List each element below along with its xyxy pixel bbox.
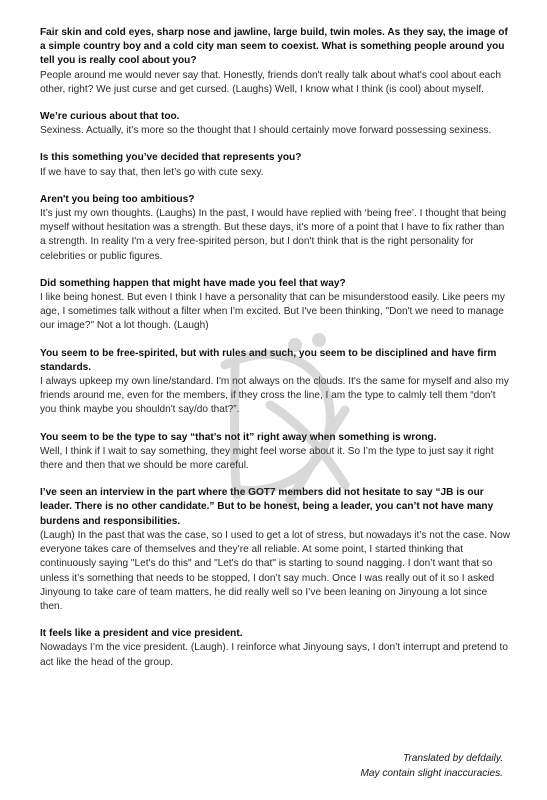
answer: Well, I think if I wait to say something, they might feel worse about it. So I’m the type to just say it right there and then that we should be more careful. <box>40 445 494 472</box>
question: Did something happen that might have made you feel that way? <box>40 277 346 289</box>
qa-block-8 <box>40 486 510 614</box>
qa-block-1 <box>40 26 510 97</box>
question: You seem to be free-spirited, but with rules and such, you seem to be disciplined and have firm standards. <box>40 347 497 373</box>
answer: (Laugh) In the past that was the case, so I used to get a lot of stress, but nowadays it’s not the case. Now everyone takes care of themselves and they’re all reliable. At some point, I started thinking that continuously saying "Let's do this" and "Let's do that" is starting to sound nagging. I don’t want that so unless it’s something that needs to be stopped, I don’t say much. Once I was really out of it so I asked Jinyoung to take care of team matters, he did really well so I’ve been leaning on Jinyoung a lot since then. <box>40 529 510 612</box>
answer: Sexiness. Actually, it’s more so the thought that I should certainly move forward possessing sexiness. <box>40 125 492 137</box>
translation-credit <box>360 751 503 781</box>
answer: People around me would never say that. Honestly, friends don't really talk about what's cool about each other, right? We just curse and get cursed. (Laughs) Well, I know what I think (is cool) about myself. <box>40 69 501 95</box>
disclaimer-line: May contain slight inaccuracies. <box>360 768 503 779</box>
qa-block-9 <box>40 627 510 670</box>
question: Is this something you’ve decided that represents you? <box>40 152 302 164</box>
qa-block-7 <box>40 431 510 474</box>
question: It feels like a president and vice president. <box>40 628 243 640</box>
question: Fair skin and cold eyes, sharp nose and jawline, large build, twin moles. As they say, the image of a simple country boy and a cold city man seem to coexist. What is something people around you tell you is really cool about you? <box>40 27 508 67</box>
answer: Nowadays I’m the vice president. (Laugh). I reinforce what Jinyoung says, I don’t interrupt and pretend to act like the head of the group. <box>40 642 508 668</box>
qa-block-3 <box>40 151 510 179</box>
answer: I like being honest. But even I think I have a personality that can be misunderstood easily. Like peers my age, I sometimes talk without a filter when I'm excited. But I've been thinking, "Don't we need to manage our image?" Not a lot though. (Laugh) <box>40 292 505 332</box>
qa-block-6 <box>40 347 510 418</box>
answer: I always upkeep my own line/standard. I'm not always on the clouds. It's the same for myself and also my friends around me, even for the members, if they cross the line, I am the type to calmly tell them “don’t you think maybe you shouldn't say/do that?”. <box>40 376 509 416</box>
translator-line: Translated by defdaily. <box>402 753 503 764</box>
qa-block-5 <box>40 277 510 334</box>
question: We’re curious about that too. <box>40 111 180 123</box>
qa-block-2 <box>40 110 510 138</box>
question: I’ve seen an interview in the part where the GOT7 members did not hesitate to say “JB is our leader. There is no other candidate.” But to be honest, being a leader, you can’t not have many burdens and responsibilities. <box>40 487 494 527</box>
answer: If we have to say that, then let’s go with cute sexy. <box>40 166 264 178</box>
question: You seem to be the type to say “that’s not it” right away when something is wrong. <box>40 431 437 443</box>
answer: It’s just my own thoughts. (Laughs) In the past, I would have replied with ‘being free’. I thought that being myself without hesitation was a strength. But these days, it's more of a point that I have to fix rather than a strength. In reality I'm a very free-spirited person, but I don't think that is the right personality for celebrities or public figures. <box>40 208 507 262</box>
qa-block-4 <box>40 193 510 264</box>
question: Aren't you being too ambitious? <box>40 193 195 205</box>
interview-document <box>40 26 510 683</box>
